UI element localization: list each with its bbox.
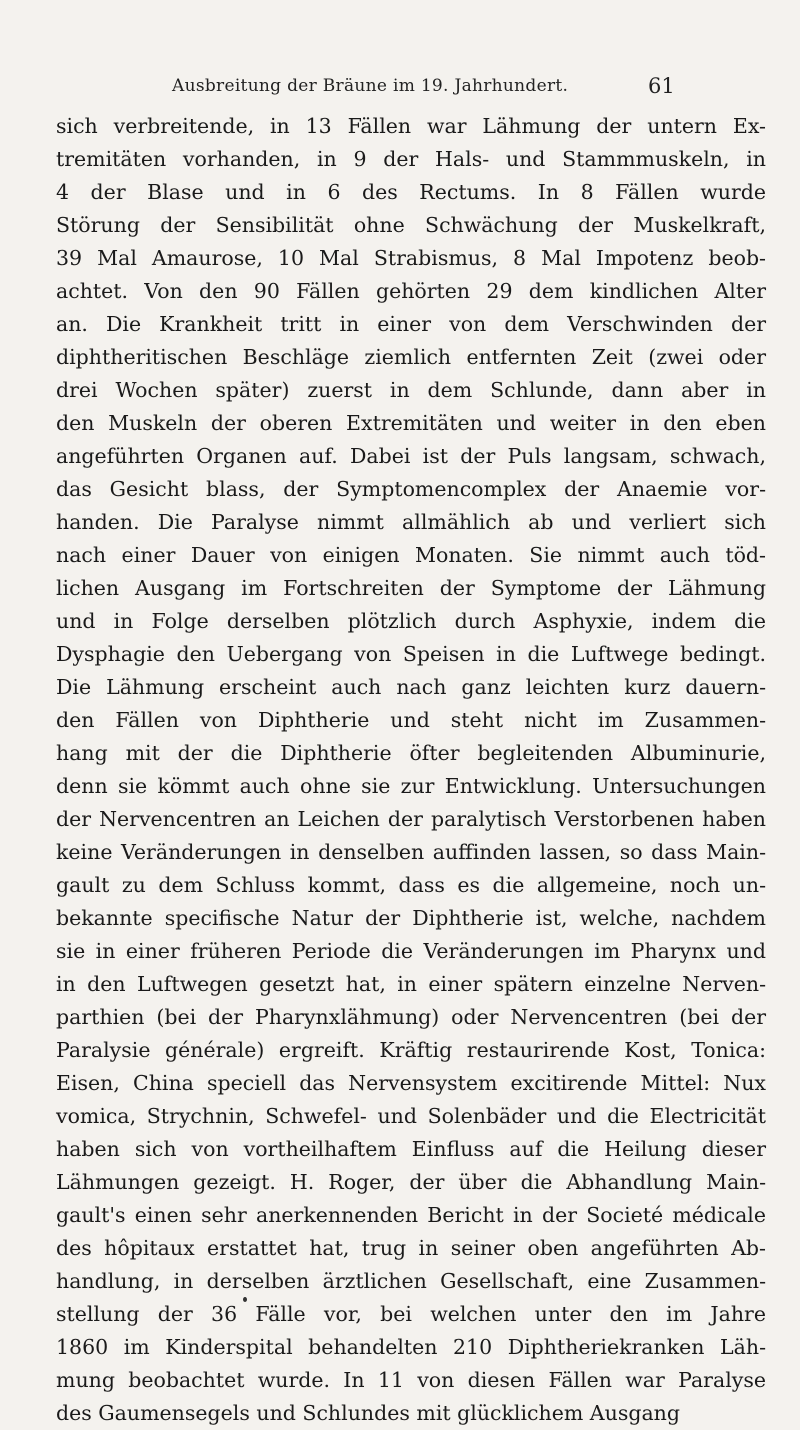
text-line: lichen Ausgang im Fortschreiten der Symptome der Lähmung bbox=[56, 576, 766, 600]
text-line: drei Wochen später) zuerst in dem Schlunde, dann aber in bbox=[56, 378, 766, 402]
text-line: das Gesicht blass, der Symptomencomplex der Anaemie vor- bbox=[56, 477, 766, 501]
text-line: gault's einen sehr anerkennenden Bericht in der Societé médicale bbox=[56, 1203, 766, 1227]
text-line: denn sie kömmt auch ohne sie zur Entwicklung. Untersuchungen bbox=[56, 774, 766, 798]
text-line: sie in einer früheren Periode die Veränderungen im Pharynx und bbox=[56, 939, 766, 963]
text-line: keine Veränderungen in denselben auffinden lassen, so dass Main- bbox=[56, 840, 766, 864]
text-line: der Nervencentren an Leichen der paralytisch Verstorbenen haben bbox=[56, 807, 766, 831]
text-line: 4 der Blase und in 6 des Rectums. In 8 Fällen wurde bbox=[56, 180, 766, 204]
text-line: vomica, Strychnin, Schwefel- und Solenbäder und die Electricität bbox=[56, 1104, 766, 1128]
text-line: des hôpitaux erstattet hat, trug in seiner oben angeführten Ab- bbox=[56, 1236, 766, 1260]
text-line: 1860 im Kinderspital behandelten 210 Diphtheriekranken Läh- bbox=[56, 1335, 766, 1359]
text-line: Dysphagie den Uebergang von Speisen in die Luftwege bedingt. bbox=[56, 642, 766, 666]
text-line: bekannte specifische Natur der Diphtherie ist, welche, nachdem bbox=[56, 906, 766, 930]
print-speck bbox=[243, 1297, 247, 1302]
text-line: parthien (bei der Pharynxlähmung) oder Nervencentren (bei der bbox=[56, 1005, 766, 1029]
text-line: haben sich von vortheilhaftem Einfluss auf die Heilung dieser bbox=[56, 1137, 766, 1161]
text-line: handlung, in derselben ärztlichen Gesellschaft, eine Zusammen- bbox=[56, 1269, 766, 1293]
text-line: an. Die Krankheit tritt in einer von dem Verschwinden der bbox=[56, 312, 766, 336]
text-line: angeführten Organen auf. Dabei ist der Puls langsam, schwach, bbox=[56, 444, 766, 468]
text-line: Lähmungen gezeigt. H. Roger, der über die Abhandlung Main- bbox=[56, 1170, 766, 1194]
text-line: diphtheritischen Beschläge ziemlich entfernten Zeit (zwei oder bbox=[56, 345, 766, 369]
body-text bbox=[56, 110, 766, 1430]
text-line: gault zu dem Schluss kommt, dass es die allgemeine, noch un- bbox=[56, 873, 766, 897]
text-line: hang mit der die Diphtherie öfter begleitenden Albuminurie, bbox=[56, 741, 766, 765]
text-line: und in Folge derselben plötzlich durch Asphyxie, indem die bbox=[56, 609, 766, 633]
page-number: 61 bbox=[648, 74, 675, 98]
running-header: Ausbreitung der Bräune im 19. Jahrhundert. bbox=[172, 76, 569, 96]
text-line: den Fällen von Diphtherie und steht nicht im Zusammen- bbox=[56, 708, 766, 732]
text-line: des Gaumensegels und Schlundes mit glücklichem Ausgang bbox=[56, 1401, 681, 1425]
text-line: Eisen, China speciell das Nervensystem excitirende Mittel: Nux bbox=[56, 1071, 766, 1095]
text-line: sich verbreitende, in 13 Fällen war Lähmung der untern Ex- bbox=[56, 114, 766, 138]
text-line: tremitäten vorhanden, in 9 der Hals- und Stammmuskeln, in bbox=[56, 147, 766, 171]
text-line: nach einer Dauer von einigen Monaten. Sie nimmt auch töd- bbox=[56, 543, 766, 567]
text-line: Paralysie générale) ergreift. Kräftig restaurirende Kost, Tonica: bbox=[56, 1038, 766, 1062]
text-line: den Muskeln der oberen Extremitäten und weiter in den eben bbox=[56, 411, 766, 435]
text-line: 39 Mal Amaurose, 10 Mal Strabismus, 8 Mal Impotenz beob- bbox=[56, 246, 766, 270]
text-line: in den Luftwegen gesetzt hat, in einer spätern einzelne Nerven- bbox=[56, 972, 766, 996]
text-line: Störung der Sensibilität ohne Schwächung der Muskelkraft, bbox=[56, 213, 766, 237]
text-line: achtet. Von den 90 Fällen gehörten 29 dem kindlichen Alter bbox=[56, 279, 766, 303]
text-line: mung beobachtet wurde. In 11 von diesen Fällen war Paralyse bbox=[56, 1368, 766, 1392]
text-line: Die Lähmung erscheint auch nach ganz leichten kurz dauern- bbox=[56, 675, 766, 699]
text-line: handen. Die Paralyse nimmt allmählich ab und verliert sich bbox=[56, 510, 766, 534]
text-line: stellung der 36 Fälle vor, bei welchen unter den im Jahre bbox=[56, 1302, 766, 1326]
